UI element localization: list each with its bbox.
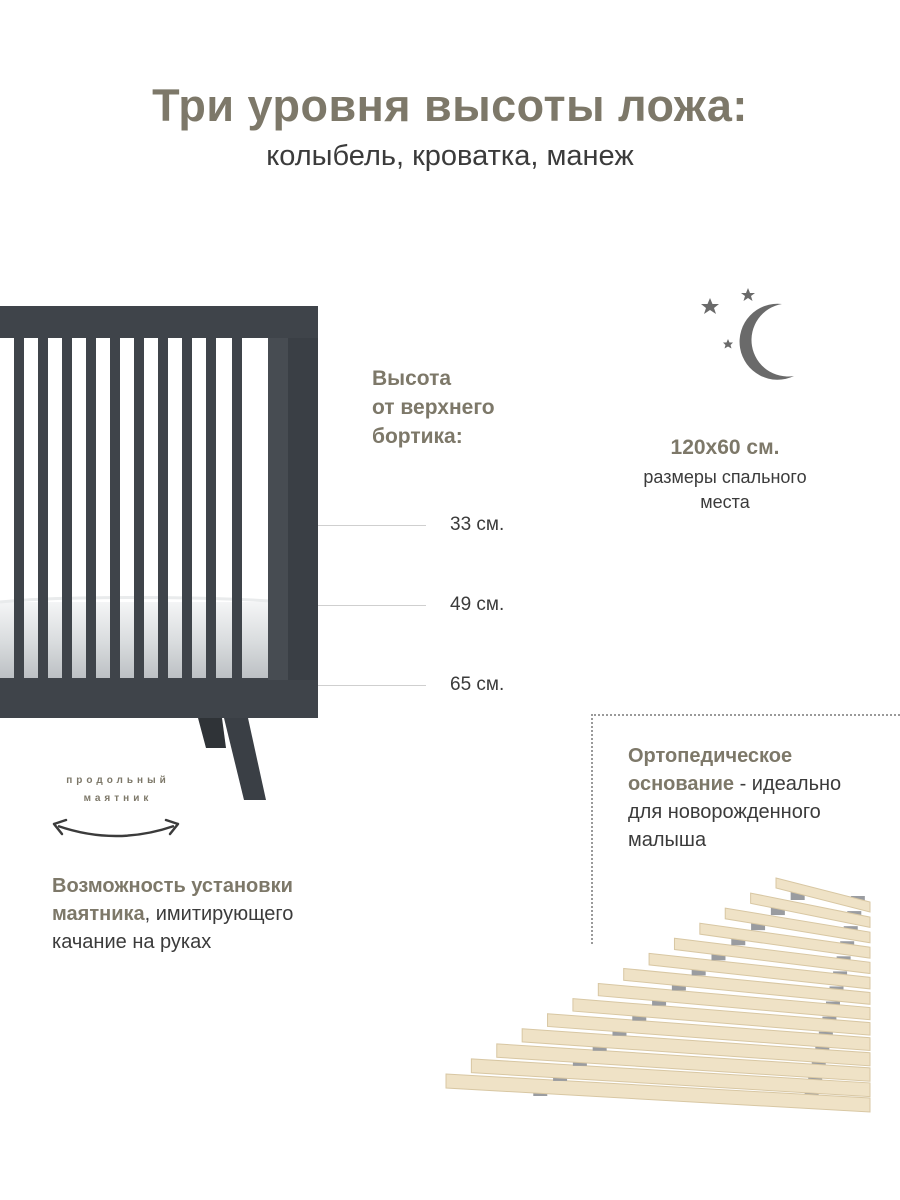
measure-line-33 (318, 525, 426, 526)
page-subtitle: колыбель, кроватка, манеж (266, 140, 634, 172)
orthopedic-rest: - идеально (734, 773, 842, 795)
page-title: Три уровня высоты ложа: (152, 80, 748, 131)
sleeping-area-value: 120x60 см. (670, 436, 780, 459)
pendulum-bold: маятника (52, 903, 145, 925)
height-level-49: 49 см. (450, 594, 505, 615)
orthopedic-base-text (628, 742, 890, 854)
pendulum-tag-line: маятник (83, 793, 153, 804)
sleeping-area-caption-line: размеры спального (643, 467, 807, 487)
measure-line-65 (318, 685, 426, 686)
height-heading-line: от верхнего (372, 396, 495, 419)
dotted-divider-horizontal (591, 714, 900, 716)
height-level-65: 65 см. (450, 674, 505, 695)
pendulum-rest: , имитирующего (144, 903, 294, 925)
pendulum-tag-line: продольный (66, 775, 170, 786)
orthopedic-bold: основание (628, 773, 735, 795)
height-heading-line: бортика: (372, 425, 463, 448)
orthopedic-line: малыша (628, 829, 707, 851)
height-heading-line: Высота (372, 367, 452, 390)
crib-illustration (0, 296, 330, 806)
slatted-base-illustration (430, 856, 900, 1146)
double-arrow-curved-icon (50, 814, 182, 844)
pendulum-line: качание на руках (52, 931, 212, 953)
moon-stars-icon (696, 284, 816, 384)
height-level-33: 33 см. (450, 514, 505, 535)
sleeping-area-caption-line: места (700, 492, 750, 512)
sleeping-area-size (600, 436, 850, 515)
pendulum-tag (48, 772, 188, 808)
pendulum-bold: Возможность установки (52, 875, 293, 897)
pendulum-text (52, 872, 372, 956)
orthopedic-bold: Ортопедическое (628, 745, 793, 767)
height-heading (372, 364, 495, 451)
orthopedic-line: для новорожденного (628, 801, 821, 823)
sleeping-area-caption (600, 465, 850, 515)
measure-line-49 (318, 605, 426, 606)
